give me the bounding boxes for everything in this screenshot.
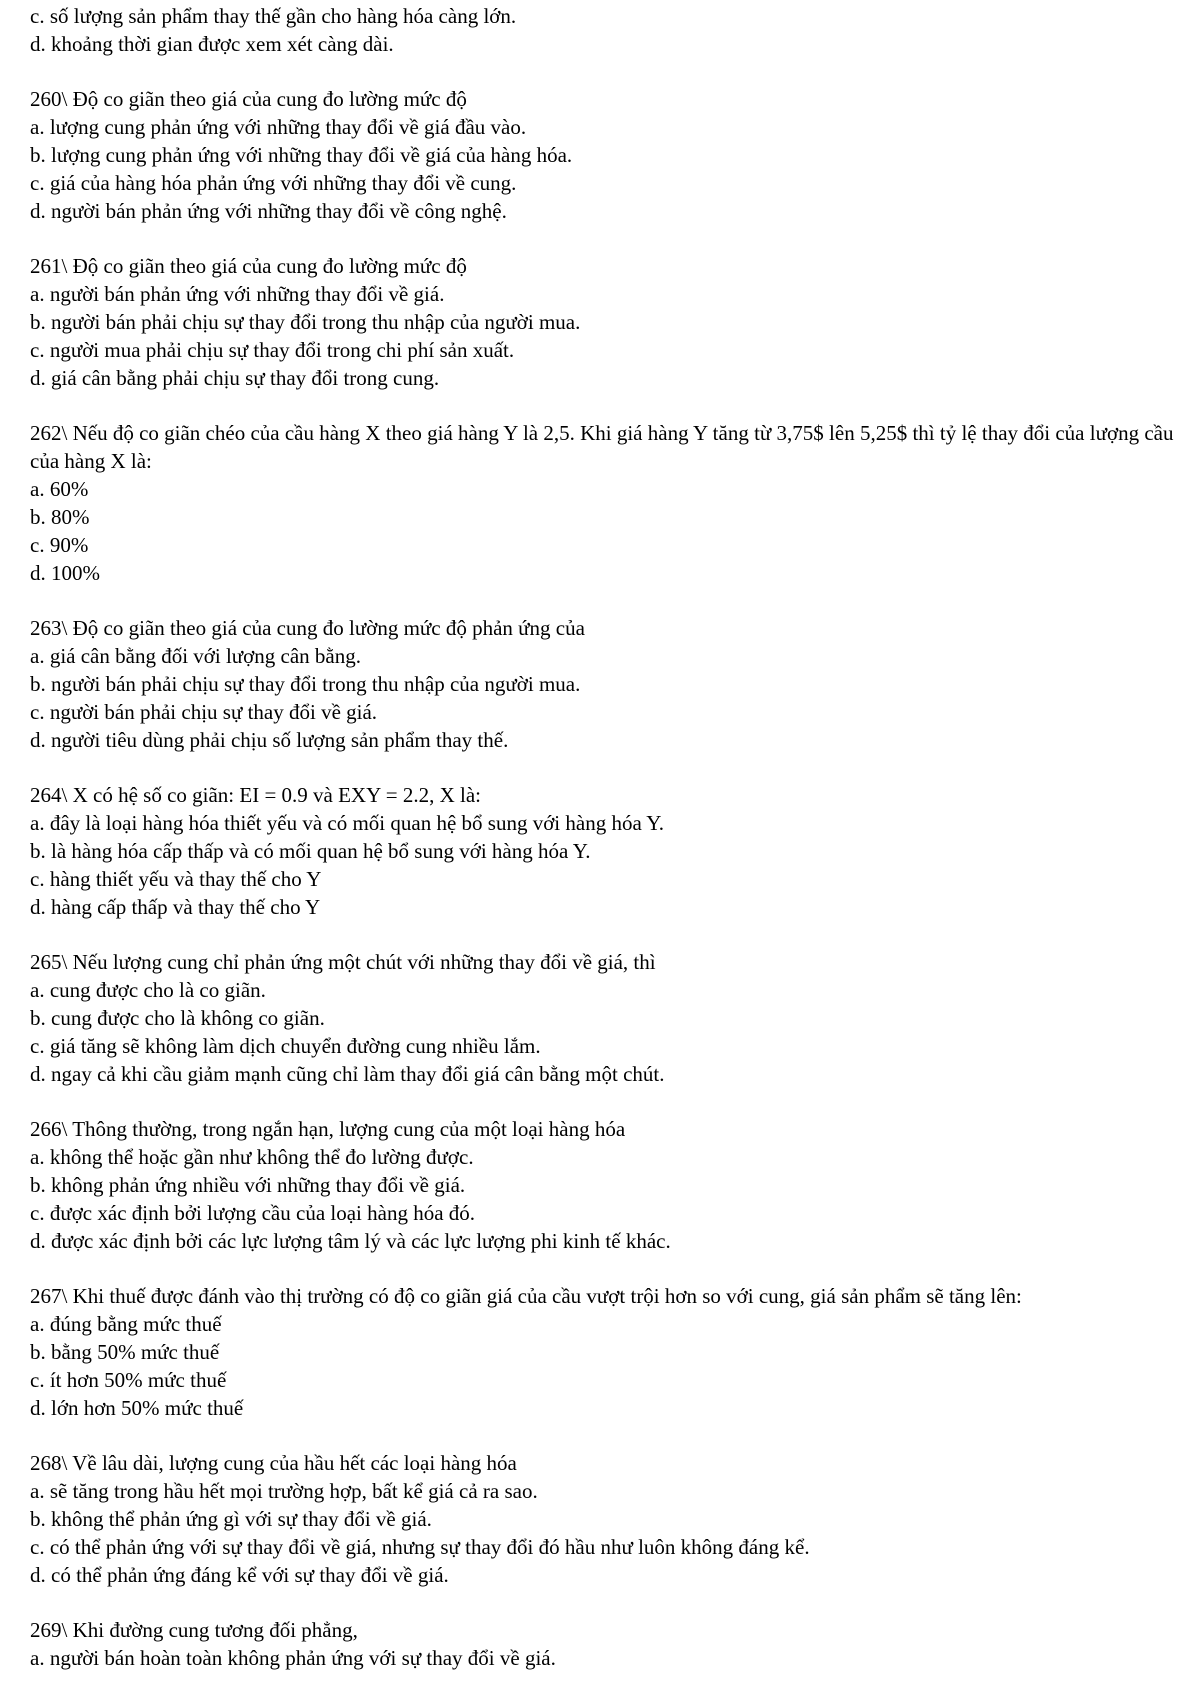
option-line: a. lượng cung phản ứng với những thay đổi về giá đầu vào. — [30, 115, 527, 139]
option-line: c. hàng thiết yếu và thay thế cho Y — [30, 867, 322, 891]
spacer — [30, 225, 1180, 252]
option-line: b. bằng 50% mức thuế — [30, 1340, 220, 1364]
option-line: c. giá tăng sẽ không làm dịch chuyển đường cung nhiều lắm. — [30, 1034, 541, 1058]
option-line: a. sẽ tăng trong hầu hết mọi trường hợp, bất kể giá cả ra sao. — [30, 1479, 538, 1503]
document-page — [30, 2, 1180, 1672]
question-stem: 260\ Độ co giãn theo giá của cung đo lường mức độ — [30, 87, 467, 111]
question-stem: 268\ Về lâu dài, lượng cung của hầu hết các loại hàng hóa — [30, 1451, 517, 1475]
option-line: a. giá cân bằng đối với lượng cân bằng. — [30, 644, 361, 668]
option-line: b. lượng cung phản ứng với những thay đổi về giá của hàng hóa. — [30, 143, 573, 167]
question-stem: 262\ Nếu độ co giãn chéo của cầu hàng X theo giá hàng Y là 2,5. Khi giá hàng Y tăng từ 3,75$ lên 5,25$ thì tỷ lệ thay đổi của lượng cầu của hàng X là: — [30, 421, 1174, 473]
option-line: b. người bán phải chịu sự thay đổi trong thu nhập của người mua. — [30, 672, 581, 696]
option-line: d. 100% — [30, 561, 100, 585]
spacer — [30, 587, 1180, 614]
option-line: a. cung được cho là co giãn. — [30, 978, 266, 1002]
option-line: c. được xác định bởi lượng cầu của loại hàng hóa đó. — [30, 1201, 476, 1225]
option-line: d. được xác định bởi các lực lượng tâm lý và các lực lượng phi kinh tế khác. — [30, 1229, 671, 1253]
question-266 — [30, 1115, 1180, 1255]
question-stem: 263\ Độ co giãn theo giá của cung đo lường mức độ phản ứng của — [30, 616, 585, 640]
option-line: b. là hàng hóa cấp thấp và có mối quan hệ bổ sung với hàng hóa Y. — [30, 839, 591, 863]
option-line: c. giá của hàng hóa phản ứng với những thay đổi về cung. — [30, 171, 517, 195]
option-line: a. không thể hoặc gần như không thể đo lường được. — [30, 1145, 474, 1169]
spacer — [30, 1589, 1180, 1616]
option-line: d. người bán phản ứng với những thay đổi về công nghệ. — [30, 199, 507, 223]
spacer — [30, 1422, 1180, 1449]
spacer — [30, 58, 1180, 85]
option-line: c. có thể phản ứng với sự thay đổi về giá, nhưng sự thay đổi đó hầu như luôn không đáng kể. — [30, 1535, 810, 1559]
option-line: a. 60% — [30, 477, 89, 501]
spacer — [30, 1088, 1180, 1115]
option-line: c. 90% — [30, 533, 89, 557]
option-line: d. ngay cả khi cầu giảm mạnh cũng chỉ làm thay đổi giá cân bằng một chút. — [30, 1062, 665, 1086]
spacer — [30, 1255, 1180, 1282]
option-line: d. lớn hơn 50% mức thuế — [30, 1396, 244, 1420]
question-stem: 265\ Nếu lượng cung chỉ phản ứng một chút với những thay đổi về giá, thì — [30, 950, 656, 974]
option-line: d. có thể phản ứng đáng kể với sự thay đổi về giá. — [30, 1563, 449, 1587]
question-268 — [30, 1449, 1180, 1589]
question-264 — [30, 781, 1180, 921]
option-line: a. đây là loại hàng hóa thiết yếu và có mối quan hệ bổ sung với hàng hóa Y. — [30, 811, 664, 835]
question-265 — [30, 948, 1180, 1088]
option-line: b. 80% — [30, 505, 90, 529]
option-line: c. người mua phải chịu sự thay đổi trong chi phí sản xuất. — [30, 338, 515, 362]
option-line: a. người bán hoàn toàn không phản ứng với sự thay đổi về giá. — [30, 1646, 556, 1670]
question-stem: 264\ X có hệ số co giãn: EI = 0.9 và EXY = 2.2, X là: — [30, 783, 481, 807]
question-stem: 261\ Độ co giãn theo giá của cung đo lường mức độ — [30, 254, 467, 278]
option-line: b. không phản ứng nhiều với những thay đổi về giá. — [30, 1173, 466, 1197]
option-line: c. số lượng sản phẩm thay thế gần cho hàng hóa càng lớn. — [30, 4, 517, 28]
spacer — [30, 754, 1180, 781]
option-line: d. giá cân bằng phải chịu sự thay đổi trong cung. — [30, 366, 440, 390]
question-267 — [30, 1282, 1180, 1422]
option-line: c. ít hơn 50% mức thuế — [30, 1368, 227, 1392]
option-line: b. người bán phải chịu sự thay đổi trong thu nhập của người mua. — [30, 310, 581, 334]
spacer — [30, 392, 1180, 419]
option-line: d. người tiêu dùng phải chịu số lượng sản phẩm thay thế. — [30, 728, 509, 752]
option-line: a. người bán phản ứng với những thay đổi về giá. — [30, 282, 445, 306]
question-stem: 266\ Thông thường, trong ngắn hạn, lượng cung của một loại hàng hóa — [30, 1117, 626, 1141]
option-line: b. không thể phản ứng gì với sự thay đổi về giá. — [30, 1507, 432, 1531]
question-stem: 267\ Khi thuế được đánh vào thị trường có độ co giãn giá của cầu vượt trội hơn so với cung, giá sản phẩm sẽ tăng lên: — [30, 1284, 1022, 1308]
question-261 — [30, 252, 1180, 392]
intro-options — [30, 2, 1180, 58]
question-stem: 269\ Khi đường cung tương đối phẳng, — [30, 1618, 358, 1642]
question-269 — [30, 1616, 1180, 1672]
option-line: c. người bán phải chịu sự thay đổi về giá. — [30, 700, 378, 724]
option-line: d. hàng cấp thấp và thay thế cho Y — [30, 895, 321, 919]
option-line: a. đúng bằng mức thuế — [30, 1312, 222, 1336]
question-263 — [30, 614, 1180, 754]
question-262 — [30, 419, 1180, 587]
option-line: b. cung được cho là không co giãn. — [30, 1006, 325, 1030]
question-260 — [30, 85, 1180, 225]
spacer — [30, 921, 1180, 948]
option-line: d. khoảng thời gian được xem xét càng dài. — [30, 32, 394, 56]
